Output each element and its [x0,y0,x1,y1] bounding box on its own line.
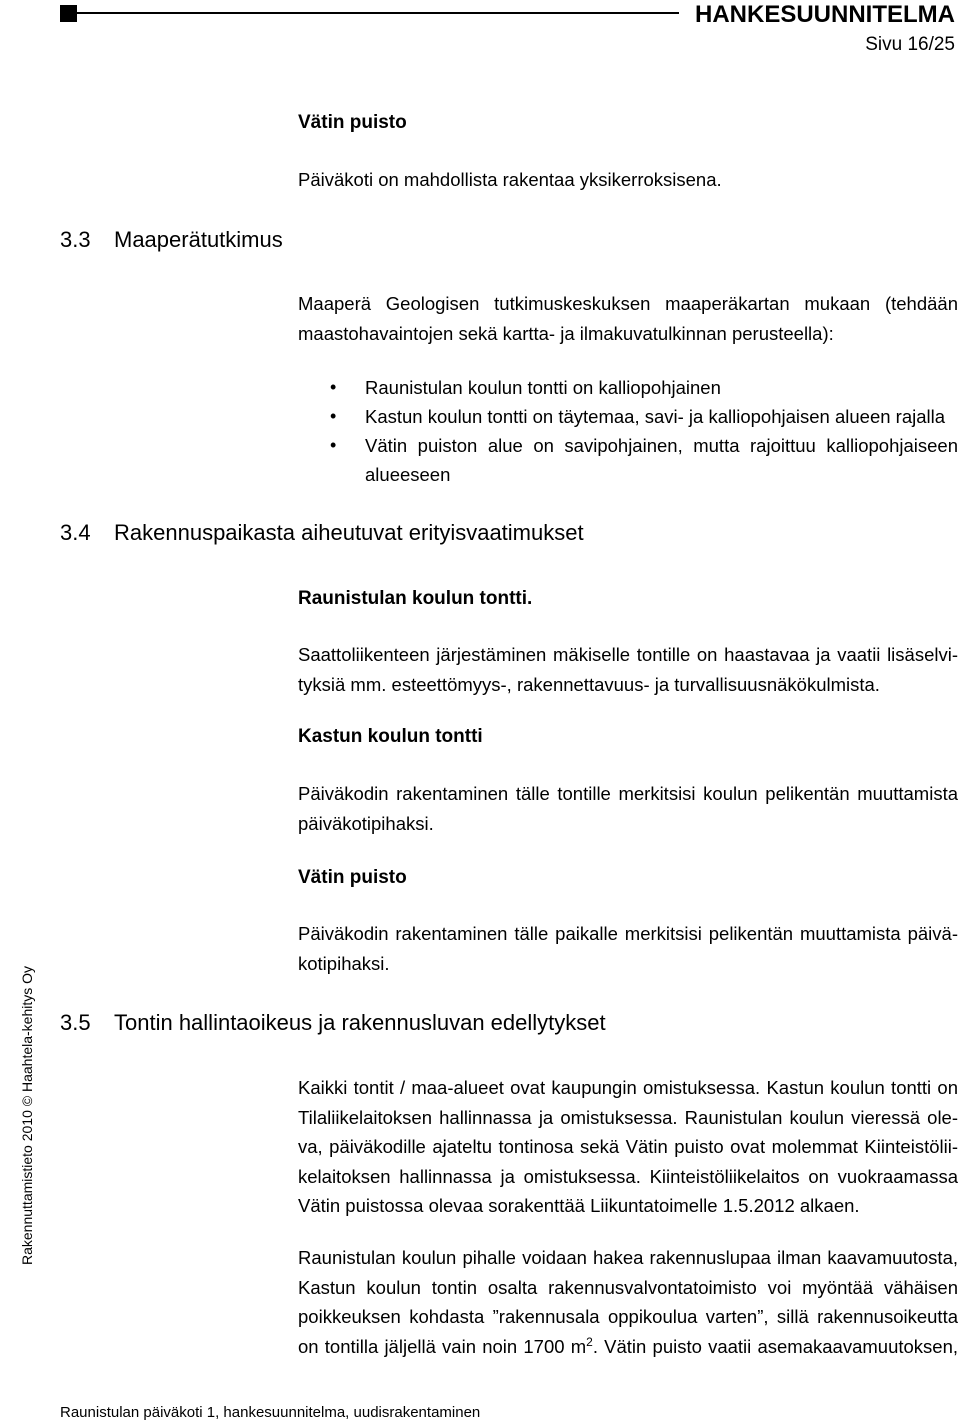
text-line [298,1332,958,1362]
section-number: 3.3 [60,227,91,252]
paragraph [298,1243,958,1361]
paragraph [298,640,958,699]
text-line: poikkeuksen kohdasta ”rakennusala oppikoulua varten”, sillä rakennusoikeutta [298,1306,958,1327]
subheading-vatin-puisto: Vätin puisto [298,867,407,888]
text-line: Saattoliikenteen järjestäminen mäkiselle tontille on haastavaa ja vaatii lisäselvi- [298,644,958,665]
section-title: Maaperätutkimus [114,227,283,252]
subheading-vatin-puisto: Vätin puisto [298,112,407,133]
subheading-raunistula: Raunistulan koulun tontti. [298,588,533,609]
section-number: 3.5 [60,1010,91,1035]
list-item-text: Kastun koulun tontti on täytemaa, savi- ja kalliopohjaisen alueen rajalla [365,406,946,427]
text-line: Päiväkodin rakentaminen tälle paikalle merkitsisi pelikentän muuttamista päivä- [298,923,958,944]
header-square [60,5,77,22]
text-line: Raunistulan koulun pihalle voidaan hakea rakennuslupaa ilman kaavamuutosta, [298,1247,958,1268]
sidebar-copyright: Rakennuttamistieto 2010 © Haahtela-kehitys Oy [19,965,35,1265]
section-heading-3-5 [60,1009,606,1037]
section-title: Rakennuspaikasta aiheutuvat erityisvaatimukset [114,520,584,545]
text-line: päiväkotipihaksi. [298,812,434,834]
paragraph [298,1073,958,1221]
text-line: Päiväkodin rakentaminen tälle tontille merkitsisi koulun pelikentän muuttamista [298,783,958,804]
document-title: HANKESUUNNITELMA [695,1,955,28]
text-line: Tilaliikelaitoksen hallinnassa ja omistuksessa. Raunistulan koulun vieressä ole- [298,1106,958,1128]
text-line: tyksiä mm. esteettömyys-, rakennettavuus- ja turvallisuusnäkökulmista. [298,673,880,695]
text-line: Maaperä Geologisen tutkimuskeskuksen maaperäkartan mukaan (tehdään [298,293,958,314]
paragraph [298,289,958,348]
subheading-kastu: Kastun koulun tontti [298,726,483,747]
list-item-text: alueeseen [365,464,451,485]
text-line: Vätin puistossa olevaa sorakenttää Liikuntatoimelle 1.5.2012 alkaen. [298,1195,860,1216]
header-rule [77,12,679,14]
text-line: Kastun koulun tontin osalta rakennusvalvontatoimisto voi myöntää vähäisen [298,1276,958,1298]
page-number: Sivu 16/25 [865,34,955,55]
list-item [330,373,958,402]
text-fragment: . Vätin puisto vaatii asemakaavamuutoksen, [592,1335,958,1357]
text-line: maastohavaintojen sekä kartta- ja ilmakuvatulkinnan perusteella): [298,322,834,344]
list-item [330,431,958,489]
text-fragment: on tontilla jäljellä vain noin 1700 m [298,1335,587,1357]
page-footer: Raunistulan päiväkoti 1, hankesuunnitelma, uudisrakentaminen [60,1404,481,1421]
paragraph: Päiväkoti on mahdollista rakentaa yksikerroksisena. [298,169,722,190]
text-line: Kaikki tontit / maa-alueet ovat kaupungin omistuksessa. Kastun koulun tontti on [298,1077,958,1098]
text-line: kelaitoksen hallinnassa ja omistuksessa. Kiinteistöliikelaitos on vuokraamassa [298,1165,958,1187]
superscript: 2 [586,1334,593,1349]
list-item-text: Raunistulan koulun tontti on kalliopohjainen [365,377,721,398]
section-heading-3-3 [60,226,283,254]
paragraph [298,919,958,978]
list-item-text: • Vätin puiston alue on savipohjainen, mutta rajoittuu kalliopohjaiseen [365,435,958,456]
text-line: va, päiväkodille ajateltu tontinosa sekä Vätin puisto ovat molemmat Kiinteistölii- [298,1136,958,1157]
section-heading-3-4 [60,519,584,547]
section-title: Tontin hallintaoikeus ja rakennusluvan edellytykset [114,1010,606,1035]
list-item [330,402,958,431]
paragraph [298,779,958,838]
text-line: kotipihaksi. [298,952,390,974]
section-number: 3.4 [60,520,91,545]
bullet-list [330,373,958,489]
